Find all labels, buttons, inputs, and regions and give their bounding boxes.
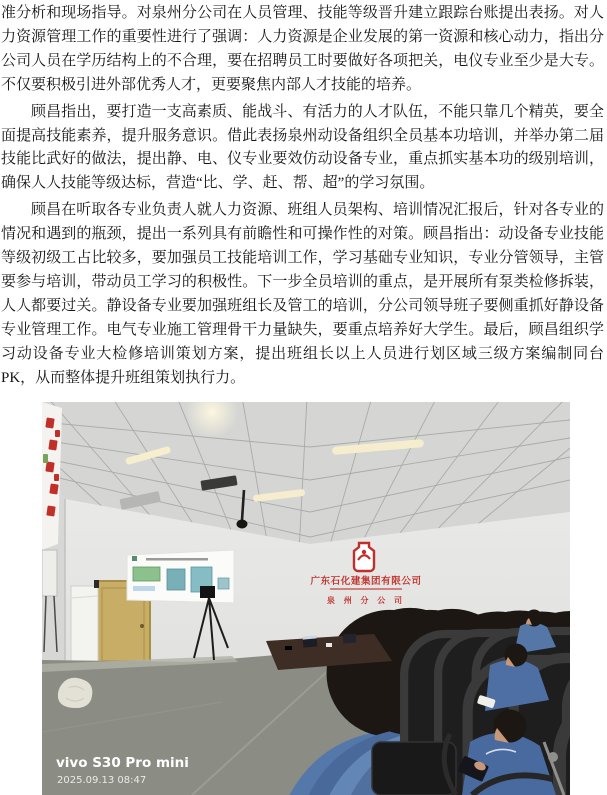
branch-name-text: 泉 州 分 公 司 [326,596,406,605]
company-logo-emblem [354,543,374,571]
chair-frame-joint [548,752,558,762]
paragraph: 顾昌在听取各专业负责人就人力资源、班组人员架构、培训情况汇报后，针对各专业的情况和遇到的瓶颈，提出一系列具有前瞻性和可操作性的对策。顾昌指出：动设备专业技能等级初级工占比较多，要加强员工技能培训工作，学习基础专业知识，专业分管领导，主管要参与培训，带动员工学习的积极性。下一步全员培训的重点，是开展所有泵类检修拆装，人人都要过关。静设备专业要加强班组长及管工的培训，分公司领导班子要侧重抓好静设备专业管理工作。电气专业施工管理骨干力量缺失，要重点培养好大学生。最后，顾昌组织学习动设备专业大检修培训策划方案，提出班组长以上人员进行划区域三级方案编制同台 PK，从而整体提升班组策划执行力。 [1,202,604,386]
door-knob [140,624,144,628]
papers [326,643,332,647]
projection-screen [127,550,234,603]
logo-english-line [330,588,402,590]
company-name-text: 广东石化建集团有限公司 [310,576,422,587]
watermark-datetime: 2025.09.13 08:47 [57,775,147,786]
paragraph: 顾昌指出，要打造一支高素质、能战斗、有活力的人才队伍，不能只靠几个精英，要全面提高技能素养，提升服务意识。借此表扬泉州动设备组织全员基本功培训，并举办第二届技能比武好的做法，提出静、电、仪专业要效仿动设备专业，重点抓实基本功的级别培训，确保人人技能等级达标，营造“比、学、赶、帮、超”的学习氛围。 [1,103,604,192]
banner-green-mark [43,454,48,463]
paragraph: 准分析和现场指导。对泉州分公司在人员管理、技能等级晋升建立跟踪台账提出表扬。对人力资源管理工作的重要性进行了强调：人力资源是企业发展的第一资源和核心动力，指出分公司人员在学历结构上的不合理，要在招聘员工时要做好各项把关，电仪专业至少是大专。不仅要积极引进外部优秀人才，更要聚焦内部人才技能的培养。 [1,5,604,93]
meeting-room-scene [42,402,570,795]
slide-table-teal [167,569,185,590]
watermark-device: vivo S30 Pro mini [56,755,189,771]
laptop [343,634,357,644]
slide-table-green [133,567,160,581]
meeting-photo [42,402,570,795]
article-body [0,0,605,391]
slide-logo-mark [132,556,137,561]
slide-title-line [146,558,208,561]
slide-table-small [218,578,229,589]
slide-caption-bar [133,586,155,591]
